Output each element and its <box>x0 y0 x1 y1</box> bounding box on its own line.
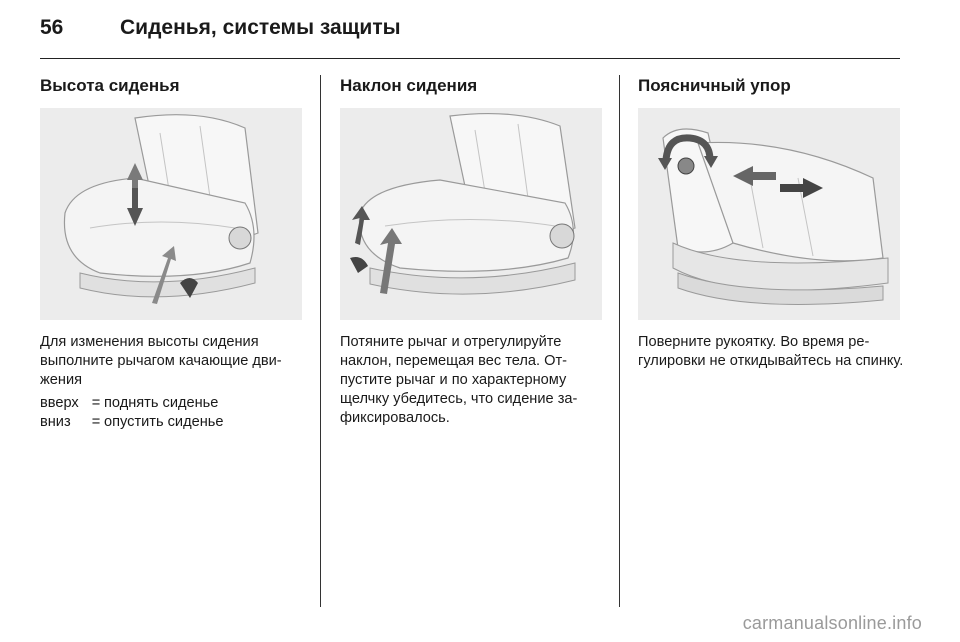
lumbar-support-illustration <box>638 108 900 320</box>
section-seat-height <box>40 74 308 432</box>
section-heading: Наклон сидения <box>340 76 478 95</box>
section-seat-tilt <box>340 74 608 428</box>
definition-equals: = <box>91 395 101 411</box>
definition-desc: опустить сиденье <box>104 414 224 430</box>
definition-term: вниз <box>40 414 71 430</box>
watermark: carmanualsonline.info <box>742 613 922 633</box>
page-number: 56 <box>40 16 64 39</box>
section-text: Потяните рычаг и отрегулируйте наклон, перемещая вес тела. От-пустите рычаг и по характерному щелчку убедитесь, что сидение за-фиксировалось. <box>340 334 578 426</box>
seat-height-illustration <box>40 108 302 320</box>
section-heading: Поясничный упор <box>638 76 791 95</box>
section-lumbar-support <box>638 74 906 371</box>
column-divider <box>619 75 620 607</box>
section-text: Для изменения высоты сидения выполните рычагом качающие дви-жения <box>40 334 282 388</box>
seat-tilt-illustration <box>340 108 602 320</box>
column-divider <box>320 75 321 607</box>
section-text: Поверните рукоятку. Во время ре-гулировки не откидывайтесь на спинку. <box>638 334 904 369</box>
page-title: Сиденья, системы защиты <box>120 16 401 39</box>
definition-row <box>40 413 308 432</box>
definition-list <box>40 394 308 432</box>
section-heading: Высота сиденья <box>40 76 180 95</box>
definition-row <box>40 394 308 413</box>
definition-desc: поднять сиденье <box>104 395 219 411</box>
definition-equals: = <box>91 414 101 430</box>
definition-term: вверх <box>40 395 79 411</box>
header-rule <box>40 58 900 59</box>
